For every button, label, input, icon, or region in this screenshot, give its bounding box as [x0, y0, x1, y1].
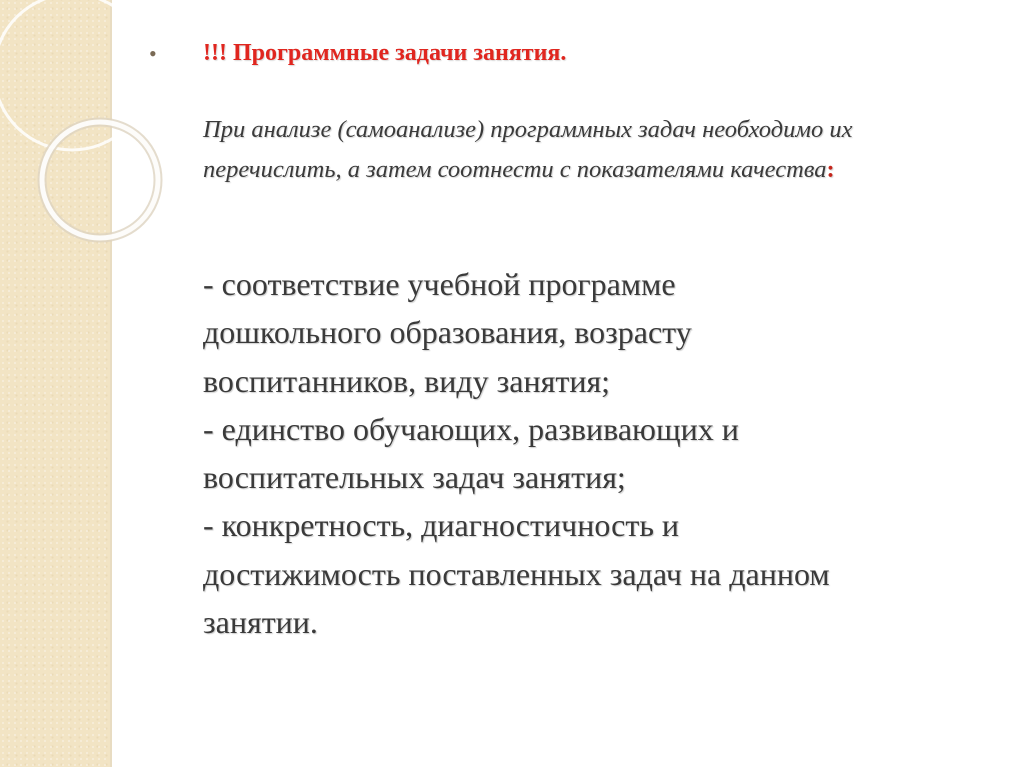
- criteria-line: дошкольного образования, возрасту: [203, 314, 692, 351]
- intro-paragraph: [203, 110, 983, 190]
- slide-title: !!! Программные задачи занятия.: [203, 40, 567, 66]
- bullet-point: •: [149, 41, 157, 66]
- intro-colon: :: [826, 156, 835, 183]
- criteria-line: воспитательных задач занятия;: [203, 459, 626, 496]
- criteria-line: занятии.: [203, 604, 318, 641]
- criteria-line: воспитанников, виду занятия;: [203, 362, 611, 399]
- criteria-line: достижимость поставленных задач на данном: [203, 555, 830, 592]
- quality-criteria-list: [203, 260, 1003, 646]
- intro-text: При анализе (самоанализе) программных задач необходимо их перечислить, а затем соотнести с показателями качества: [203, 116, 853, 183]
- criteria-line: - единство обучающих, развивающих и: [203, 410, 739, 447]
- criteria-line: - соответствие учебной программе: [203, 266, 676, 302]
- criteria-line: - конкретность, диагностичность и: [203, 507, 680, 544]
